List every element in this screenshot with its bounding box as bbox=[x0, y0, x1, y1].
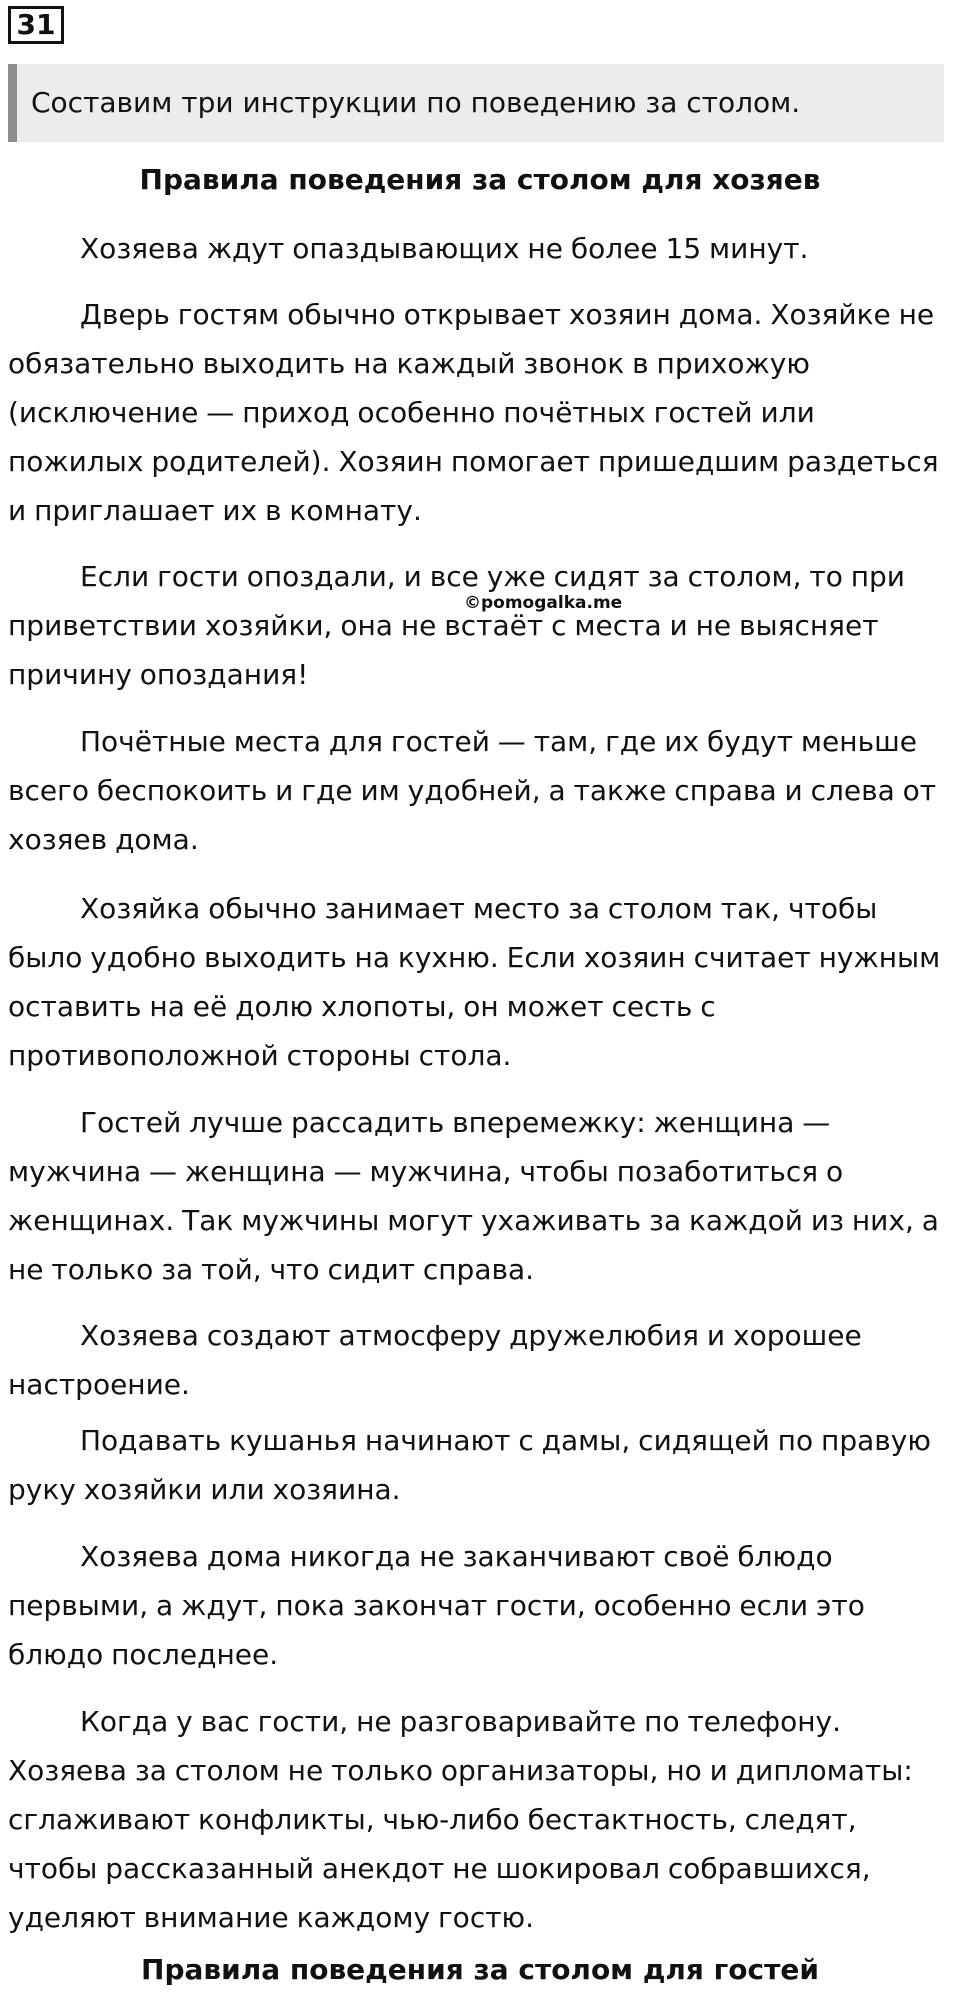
paragraph-2: Дверь гостям обычно открывает хозяин дома. Хозяйке не обязательно выходить на каждый звонок в прихожую (исключение — приход особенно почётных гостей или пожилых родителей). Хозяин помогает пришедшим раздеться и приглашает их в комнату. bbox=[8, 298, 939, 527]
paragraph-9: Хозяева дома никогда не заканчивают своё блюдо первыми, а ждут, пока закончат гости, особенно если это блюдо последнее. bbox=[8, 1540, 865, 1671]
paragraph-10: Когда у вас гости, не разговаривайте по телефону. Хозяева за столом не только организаторы, но и дипломаты: сглаживают конфликты, чью-либо бестактность, следят, чтобы рассказанный анекдот не шокировал собравшихся, уделяют внимание каждому гостю. bbox=[8, 1705, 913, 1934]
paragraph-7: Хозяева создают атмосферу дружелюбия и хорошее настроение. bbox=[8, 1319, 862, 1401]
section-heading-guests: Правила поведения за столом для гостей bbox=[141, 1953, 819, 1986]
task-statement: Составим три инструкции по поведению за столом. bbox=[8, 64, 944, 142]
paragraph-6: Гостей лучше рассадить вперемежку: женщина — мужчина — женщина — мужчина, чтобы позаботиться о женщинах. Так мужчины могут ухаживать за каждой из них, а не только за той, что сидит справа. bbox=[8, 1106, 939, 1286]
paragraph-1: Хозяева ждут опаздывающих не более 15 минут. bbox=[80, 232, 809, 265]
task-number-badge: 31 bbox=[8, 6, 64, 44]
paragraph-8: Подавать кушанья начинают с дамы, сидящей по правую руку хозяйки или хозяина. bbox=[8, 1424, 931, 1506]
paragraph-3: Если гости опоздали, и все уже сидят за столом, то при приветствии хозяйки, она не встаёт с места и не выясняет причину опоздания! bbox=[8, 560, 905, 691]
section-heading-hosts: Правила поведения за столом для хозяев bbox=[139, 163, 821, 196]
paragraph-4: Почётные места для гостей — там, где их будут меньше всего беспокоить и где им удобней, а также справа и слева от хозяев дома. bbox=[8, 725, 937, 856]
watermark: ©pomogalka.me bbox=[464, 593, 623, 613]
paragraph-5: Хозяйка обычно занимает место за столом так, чтобы было удобно выходить на кухню. Если хозяин считает нужным оставить на её долю хлопоты, он может сесть с противоположной стороны стола. bbox=[8, 892, 941, 1072]
